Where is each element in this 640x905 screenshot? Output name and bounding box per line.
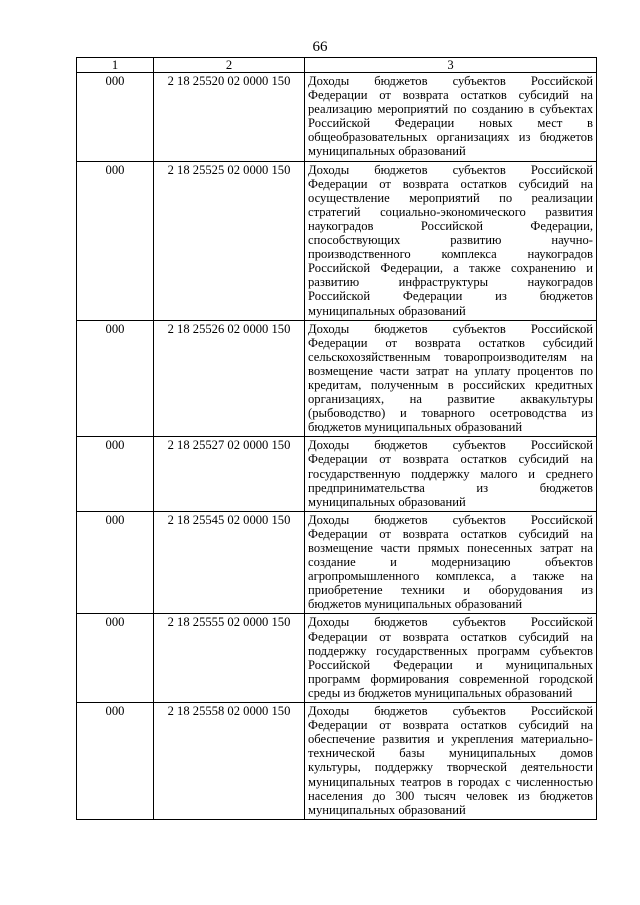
description-line: Доходы бюджетов субъектов Российской: [308, 512, 593, 527]
table-header: [77, 58, 597, 73]
column-header-1: 1: [77, 58, 154, 73]
description-line: технической базы муниципальных домов: [308, 746, 593, 761]
description-line: муниципальных образований: [308, 494, 466, 509]
description-line: приобретение техники и оборудования из: [308, 583, 593, 598]
admin-code-cell: 000: [77, 511, 154, 614]
description-line: предпринимательства из бюджетов: [308, 480, 593, 495]
description-line: муниципальных театров в городах с численностью: [308, 774, 593, 789]
description-line: среды из бюджетов муниципальных образований: [308, 685, 573, 700]
description-line: муниципальных образований: [308, 802, 466, 817]
revenue-codes-table: [76, 57, 597, 820]
description-line: муниципальных образований: [308, 144, 466, 159]
description-line: обеспечение развития и укрепления материально-: [308, 732, 593, 747]
budget-classification-code-cell: 2 18 25526 02 0000 150: [154, 320, 305, 437]
description-line: Российской Федерации, а также сохранению и: [308, 261, 593, 276]
table-row: [77, 437, 597, 511]
budget-classification-code-cell: 2 18 25555 02 0000 150: [154, 614, 305, 703]
description-line: кредитам, полученным в российских кредитных: [308, 377, 593, 392]
description-line: Доходы бюджетов субъектов Российской: [308, 321, 593, 336]
description-line: создание и модернизацию объектов: [308, 555, 593, 570]
description-line: сельскохозяйственным товаропроизводителям на: [308, 349, 593, 364]
description-line: муниципальных образований: [308, 303, 466, 318]
description-line: Федерации от возврата остатков субсидий на: [308, 452, 593, 467]
budget-classification-code-cell: 2 18 25545 02 0000 150: [154, 511, 305, 614]
table-row: [77, 73, 597, 162]
description-line: Доходы бюджетов субъектов Российской: [308, 615, 593, 630]
description-line: Федерации от возврата остатков субсидий на: [308, 176, 593, 191]
description-line: осуществление мероприятий по реализации: [308, 190, 593, 205]
description-line: Доходы бюджетов субъектов Российской: [308, 162, 593, 177]
description-line: Федерации от возврата остатков субсидий: [308, 335, 593, 350]
admin-code-cell: 000: [77, 73, 154, 162]
revenue-description-cell: [305, 161, 597, 320]
description-line: стратегий социально-экономического развития: [308, 204, 593, 219]
description-line: Федерации от возврата остатков субсидий на: [308, 526, 593, 541]
description-line: населения до 300 тысяч человек из бюджетов: [308, 788, 593, 803]
admin-code-cell: 000: [77, 614, 154, 703]
admin-code-cell: 000: [77, 320, 154, 437]
budget-classification-code-cell: 2 18 25520 02 0000 150: [154, 73, 305, 162]
description-line: Федерации от возврата остатков субсидий на: [308, 88, 593, 103]
admin-code-cell: 000: [77, 161, 154, 320]
description-line: общеобразовательных организациях из бюджетов: [308, 130, 593, 145]
description-line: реализацию мероприятий по созданию в субъектах: [308, 102, 593, 117]
admin-code-cell: 000: [77, 703, 154, 820]
table-row: [77, 320, 597, 437]
description-line: Федерации от возврата остатков субсидий на: [308, 718, 593, 733]
description-line: Российской Федерации из бюджетов: [308, 289, 593, 304]
description-line: организациях, на развитие аквакультуры: [308, 392, 593, 407]
revenue-description-cell: [305, 511, 597, 614]
revenue-description-cell: [305, 437, 597, 511]
description-line: развитию инфраструктуры наукоградов: [308, 275, 593, 290]
budget-classification-code-cell: 2 18 25527 02 0000 150: [154, 437, 305, 511]
description-line: Российской Федерации и муниципальных: [308, 657, 593, 672]
table-row: [77, 161, 597, 320]
budget-classification-code-cell: 2 18 25558 02 0000 150: [154, 703, 305, 820]
description-line: Федерации от возврата остатков субсидий на: [308, 629, 593, 644]
admin-code-cell: 000: [77, 437, 154, 511]
description-line: Доходы бюджетов субъектов Российской: [308, 74, 593, 88]
description-line: поддержку государственных программ субъектов: [308, 643, 593, 658]
description-line: программ формирования современной городской: [308, 671, 593, 686]
description-line: бюджетов муниципальных образований: [308, 597, 523, 612]
description-line: агропромышленного комплекса, а также на: [308, 569, 593, 584]
description-line: производственного комплекса наукоградов: [308, 247, 593, 262]
description-line: Доходы бюджетов субъектов Российской: [308, 704, 593, 719]
description-line: государственную поддержку малого и среднего: [308, 466, 593, 481]
revenue-description-cell: [305, 703, 597, 820]
description-line: бюджетов муниципальных образований: [308, 420, 523, 435]
description-line: возмещение части затрат на уплату процентов по: [308, 363, 593, 378]
description-line: культуры, поддержку творческой деятельности: [308, 760, 593, 775]
description-line: (рыбоводство) и товарного осетроводства из: [308, 406, 593, 421]
description-line: Доходы бюджетов субъектов Российской: [308, 438, 593, 453]
column-header-3: 3: [305, 58, 597, 73]
table-body: [77, 73, 597, 820]
revenue-description-cell: [305, 73, 597, 162]
budget-classification-code-cell: 2 18 25525 02 0000 150: [154, 161, 305, 320]
revenue-description-cell: [305, 614, 597, 703]
header-row: [77, 58, 597, 73]
description-line: возмещение части прямых понесенных затрат на: [308, 541, 593, 555]
table-row: [77, 703, 597, 820]
page-number: 66: [312, 39, 328, 55]
revenue-description-cell: [305, 320, 597, 437]
description-line: Российской Федерации новых мест в: [308, 116, 593, 131]
description-line: наукоградов Российской Федерации,: [308, 218, 593, 233]
description-line: способствующих развитию научно-: [308, 233, 593, 248]
column-header-2: 2: [154, 58, 305, 73]
table-row: [77, 511, 597, 614]
table-row: [77, 614, 597, 703]
